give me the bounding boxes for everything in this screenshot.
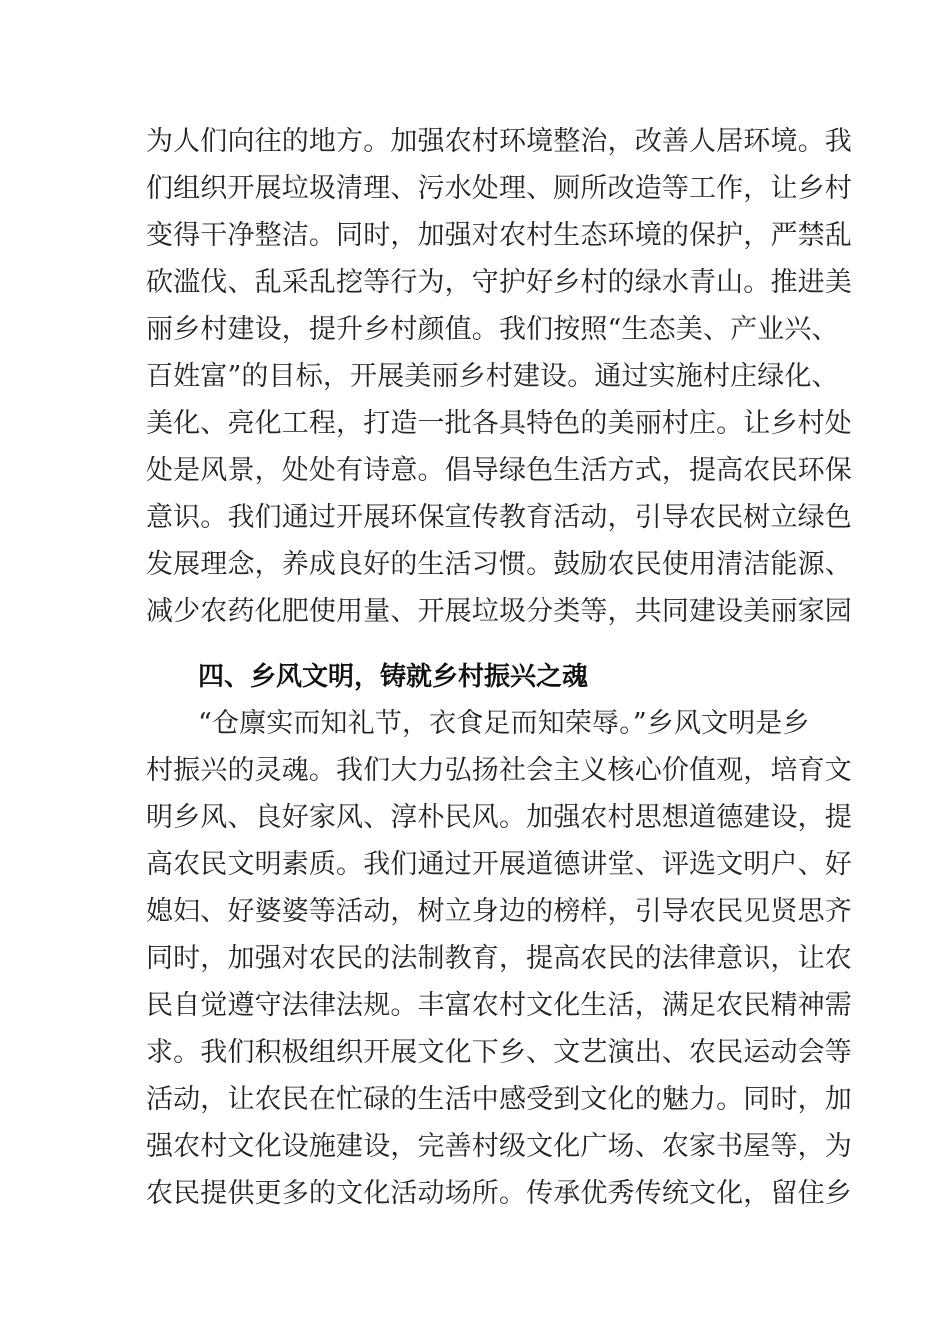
paragraph-line: 变得干净整洁。同时，加强对农村生态环境的保护，严禁乱 bbox=[146, 220, 852, 251]
paragraph-line: 美化、亮化工程，打造一批各具特色的美丽村庄。让乡村处 bbox=[146, 408, 852, 439]
paragraph-line: 同时，加强对农民的法制教育，提高农民的法律意识，让农 bbox=[146, 943, 852, 974]
paragraph-line: 为人们向往的地方。加强农村环境整治，改善人居环境。我 bbox=[146, 126, 852, 157]
paragraph-line: 民自觉遵守法律法规。丰富农村文化生活，满足农民精神需 bbox=[146, 990, 852, 1021]
paragraph-line: 明乡风、良好家风、淳朴民风。加强农村思想道德建设，提 bbox=[146, 802, 852, 833]
paragraph-line: “仓廪实而知礼节，衣食足而知荣辱。”乡风文明是乡 bbox=[198, 708, 810, 739]
paragraph-line: 丽乡村建设，提升乡村颜值。我们按照“生态美、产业兴、 bbox=[146, 314, 839, 345]
paragraph-line: 高农民文明素质。我们通过开展道德讲堂、评选文明户、好 bbox=[146, 849, 852, 880]
paragraph-line: 减少农药化肥使用量、开展垃圾分类等，共同建设美丽家园 bbox=[146, 596, 852, 627]
paragraph-line: 砍滥伐、乱采乱挖等行为，守护好乡村的绿水青山。推进美 bbox=[146, 267, 852, 298]
paragraph-line: 发展理念，养成良好的生活习惯。鼓励农民使用清洁能源、 bbox=[146, 549, 852, 580]
paragraph-line: 们组织开展垃圾清理、污水处理、厕所改造等工作，让乡村 bbox=[146, 173, 852, 204]
paragraph-line: 百姓富”的目标，开展美丽乡村建设。通过实施村庄绿化、 bbox=[146, 361, 839, 392]
paragraph-line: 活动，让农民在忙碌的生活中感受到文化的魅力。同时，加 bbox=[146, 1084, 852, 1115]
paragraph-line: 媳妇、好婆婆等活动，树立身边的榜样，引导农民见贤思齐 bbox=[146, 896, 852, 927]
paragraph-line: 处是风景，处处有诗意。倡导绿色生活方式，提高农民环保 bbox=[146, 455, 852, 486]
paragraph-line: 农民提供更多的文化活动场所。传承优秀传统文化，留住乡 bbox=[146, 1178, 852, 1209]
paragraph-line: 村振兴的灵魂。我们大力弘扬社会主义核心价值观，培育文 bbox=[146, 755, 852, 786]
section-heading: 四、乡风文明，铸就乡村振兴之魂 bbox=[198, 662, 589, 692]
paragraph-line: 意识。我们通过开展环保宣传教育活动，引导农民树立绿色 bbox=[146, 502, 852, 533]
paragraph-line: 强农村文化设施建设，完善村级文化广场、农家书屋等，为 bbox=[146, 1131, 852, 1162]
paragraph-line: 求。我们积极组织开展文化下乡、文艺演出、农民运动会等 bbox=[146, 1037, 852, 1068]
